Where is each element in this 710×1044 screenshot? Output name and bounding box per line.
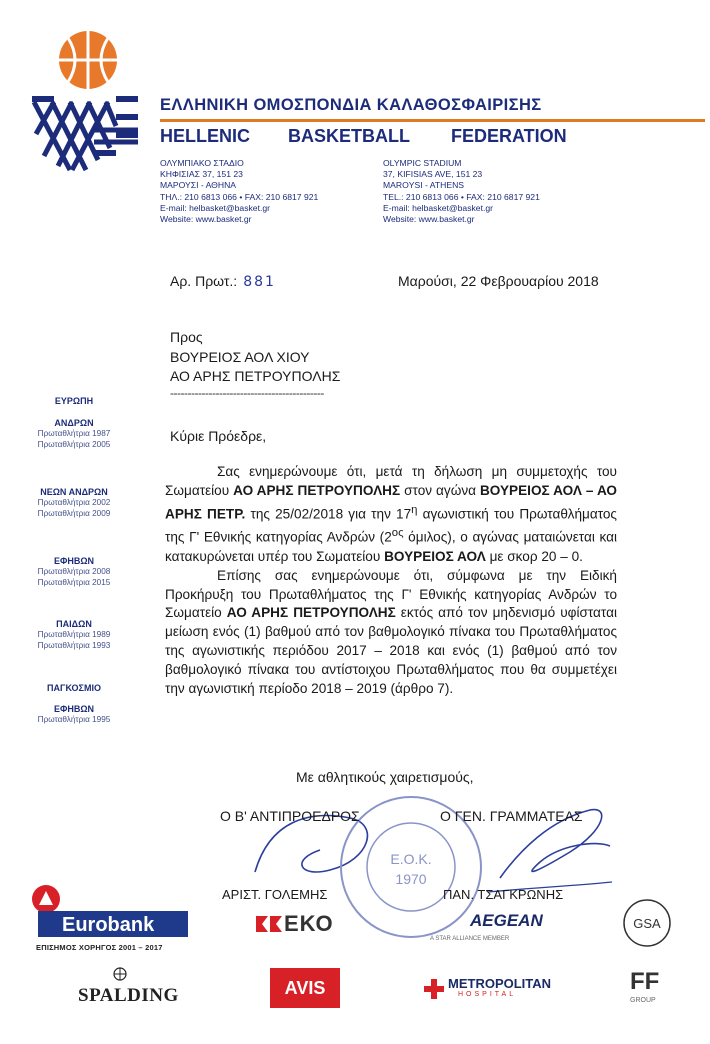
sidebar-group-line: Πρωταθλήτρια 2005	[37, 439, 111, 449]
sidebar-group-line: Πρωταθλήτρια 2015	[37, 577, 111, 587]
metropolitan-logo: METROPOLITAN	[448, 976, 552, 991]
federation-logo	[28, 30, 140, 180]
protocol-handwritten-number: 881	[243, 274, 276, 290]
eko-logo-text: ΕΚΟ	[284, 911, 334, 936]
address-line: Website: www.basket.gr	[383, 214, 475, 225]
signatory-1-name: ΑΡΙΣΤ. ΓΟΛΕΜΗΣ	[222, 887, 328, 902]
sidebar-group-line: Πρωταθλήτρια 1995	[37, 715, 111, 724]
eurobank-sponsor-text: ΕΠΙΣΗΜΟΣ ΧΟΡΗΓΟΣ 2001 – 2017	[36, 943, 163, 952]
club-name: ΑΟ ΑΡΗΣ ΠΕΤΡΟΥΠΟΛΗΣ	[226, 605, 396, 621]
sidebar-group	[14, 555, 134, 588]
sidebar-europe-title: ΕΥΡΩΠΗ	[54, 396, 94, 406]
address-line: ΤΗΛ.: 210 6813 066 • FAX: 210 6817 921	[160, 191, 319, 202]
text-run: Επίσης σας ενημερώνουμε ότι, σύμφωνα με την Ειδική Προκήρυξη του Πρωταθλήματος της Γ' Εθνικής κατηγορίας Ανδρών το Σωματείο	[165, 567, 617, 621]
text-run: Σας ενημερώνουμε ότι, μετά τη δήλωση μη συμμετοχής του Σωματείου	[165, 464, 617, 498]
address-line: TEL.: 210 6813 066 • FAX: 210 6817 921	[383, 191, 540, 202]
signatory-2-role: Ο ΓΕΝ. ΓΡΑΜΜΑΤΕΑΣ	[440, 808, 583, 824]
sidebar-group-heading: ΝΕΩΝ ΑΝΔΡΩΝ	[40, 487, 108, 497]
address-line: MAROYSI - ATHENS	[383, 180, 465, 191]
federation-word-3: FEDERATION	[451, 126, 567, 146]
superscript: ος	[391, 527, 404, 540]
header-orange-rule	[160, 119, 705, 122]
club-name: ΒΟΥΡΕΙΟΣ ΑΟΛ	[384, 548, 486, 564]
paragraph-1	[165, 463, 617, 567]
recipient-2: ΑΟ ΑΡΗΣ ΠΕΤΡΟΥΠΟΛΗΣ	[170, 368, 341, 384]
address-english	[383, 158, 540, 225]
sidebar-group-heading: ΠΑΙΔΩΝ	[56, 619, 92, 629]
address-line: E-mail: helbasket@basket.gr	[383, 202, 493, 213]
sidebar-group-line: Πρωταθλήτρια 1987	[37, 429, 111, 438]
text-run: εκτός από τον μηδενισμό υφίσταται μείωση ενός (1) βαθμού από τον βαθμολογικό πίνακα του Πρωταθλήματος της αγωνιστικής περιόδου 2017 – 2018 και ενός (1) βαθμού από τον βαθμολογικό πίνακα του αντίστοιχου Πρωταθλήματος που θα συμμετέχει την αγωνιστική περίοδο 2018 – 2019 (άρθρο 7).	[165, 605, 617, 697]
aegean-logo: AEGEAN	[470, 911, 543, 930]
ff-group-subtitle: GROUP	[630, 997, 656, 1004]
address-line: ΚΗΦΙΣΙΑΣ 37, 151 23	[160, 169, 243, 180]
closing-greeting: Με αθλητικούς χαιρετισμούς,	[296, 769, 474, 785]
sidebar-group-line: Πρωταθλήτρια 2009	[37, 508, 111, 518]
federation-name-greek: ΕΛΛΗΝΙΚΗ ΟΜΟΣΠΟΝΔΙΑ ΚΑΛΑΘΟΣΦΑΙΡΙΣΗΣ	[160, 96, 542, 114]
sidebar-group-heading: ΕΦΗΒΩΝ	[53, 704, 95, 714]
text-run: με σκορ 20 – 0.	[485, 548, 583, 564]
ff-group-logo: FF	[630, 968, 660, 995]
sidebar-group-heading: ΑΝΔΡΩΝ	[54, 418, 94, 428]
text-run: στον αγώνα	[400, 482, 480, 498]
address-line: OLYMPIC STADIUM	[383, 158, 462, 168]
recipient-1: ΒΟΥΡΕΙΟΣ ΑΟΛ ΧΙΟΥ	[170, 348, 310, 365]
sidebar-world-title: ΠΑΓΚΟΣΜΙΟ	[47, 683, 101, 693]
aegean-subtitle: A STAR ALLIANCE MEMBER	[430, 936, 510, 942]
stamp-year: 1970	[395, 871, 427, 887]
eurobank-logo	[28, 883, 188, 939]
sidebar-group	[14, 703, 134, 726]
address-line: ΟΛΥΜΠΙΑΚΟ ΣΤΑΔΙΟ	[160, 158, 244, 168]
sidebar-group-line: Πρωταθλήτρια 1993	[37, 640, 111, 650]
address-line: Website: www.basket.gr	[160, 214, 252, 225]
federation-word-1: HELLENIC	[160, 126, 250, 146]
address-line: 37, KIFISIAS AVE, 151 23	[383, 169, 483, 180]
sidebar-group-line: Πρωταθλήτρια 2008	[37, 567, 111, 576]
sidebar-group-line: Πρωταθλήτρια 2002	[37, 498, 111, 507]
sidebar-group-heading: ΕΦΗΒΩΝ	[53, 556, 95, 566]
sidebar-group-line: Πρωταθλήτρια 1989	[37, 630, 111, 639]
gsa-logo	[622, 898, 672, 948]
sidebar-group	[14, 618, 134, 651]
eurobank-label: Eurobank	[62, 914, 155, 936]
paragraph-2	[165, 567, 617, 699]
text-run: όμιλος), ο αγώνας ματαιώνεται και κατακυρώνεται υπέρ του Σωματείου	[165, 529, 618, 564]
metropolitan-subtitle: HOSPITAL	[458, 991, 517, 998]
spalding-logo-text: SPALDING	[78, 985, 179, 1006]
sidebar-group	[14, 417, 134, 450]
protocol-number	[170, 273, 276, 290]
club-name: ΑΟ ΑΡΗΣ ΠΕΤΡΟΥΠΟΛΗΣ	[233, 482, 401, 498]
superscript: η	[411, 503, 418, 516]
recipients-block	[170, 328, 340, 387]
to-label: Προς	[170, 329, 203, 345]
metropolitan-cross-icon	[424, 979, 444, 999]
gsa-label: GSA	[633, 916, 661, 931]
address-line: E-mail: helbasket@basket.gr	[160, 202, 270, 213]
protocol-label: Αρ. Πρωτ.:	[170, 273, 238, 289]
text-run: της 25/02/2018 για την 17	[245, 506, 412, 522]
match-name: ΒΟΥΡΕΙΟΣ ΑΟΛ – ΑΟ ΑΡΗΣ ΠΕΤΡ.	[165, 482, 617, 522]
letter-body	[165, 463, 617, 699]
separator-line: --------------------------------------------	[170, 386, 324, 400]
address-line: ΜΑΡΟΥΣΙ - ΑΘΗΝΑ	[160, 180, 237, 191]
avis-logo: AVIS	[270, 968, 340, 1008]
federation-word-2: BASKETBALL	[288, 126, 410, 146]
letter-date: Μαρούσι, 22 Φεβρουαρίου 2018	[398, 273, 599, 289]
stamp-text: Ε.Ο.Κ.	[390, 851, 432, 867]
text-run: αγωνιστική του Πρωταθλήματος της Γ' Εθνικής κατηγορίας Ανδρών (2	[165, 506, 617, 545]
salutation: Κύριε Πρόεδρε,	[170, 428, 267, 444]
sidebar-group	[14, 486, 134, 519]
signatory-1-role: Ο Β' ΑΝΤΙΠΡΟΕΔΡΟΣ	[220, 808, 360, 824]
signatory-2-name: ΠΑΝ. ΤΣΑΓΚΡΩΝΗΣ	[443, 887, 564, 902]
address-greek	[160, 158, 318, 225]
